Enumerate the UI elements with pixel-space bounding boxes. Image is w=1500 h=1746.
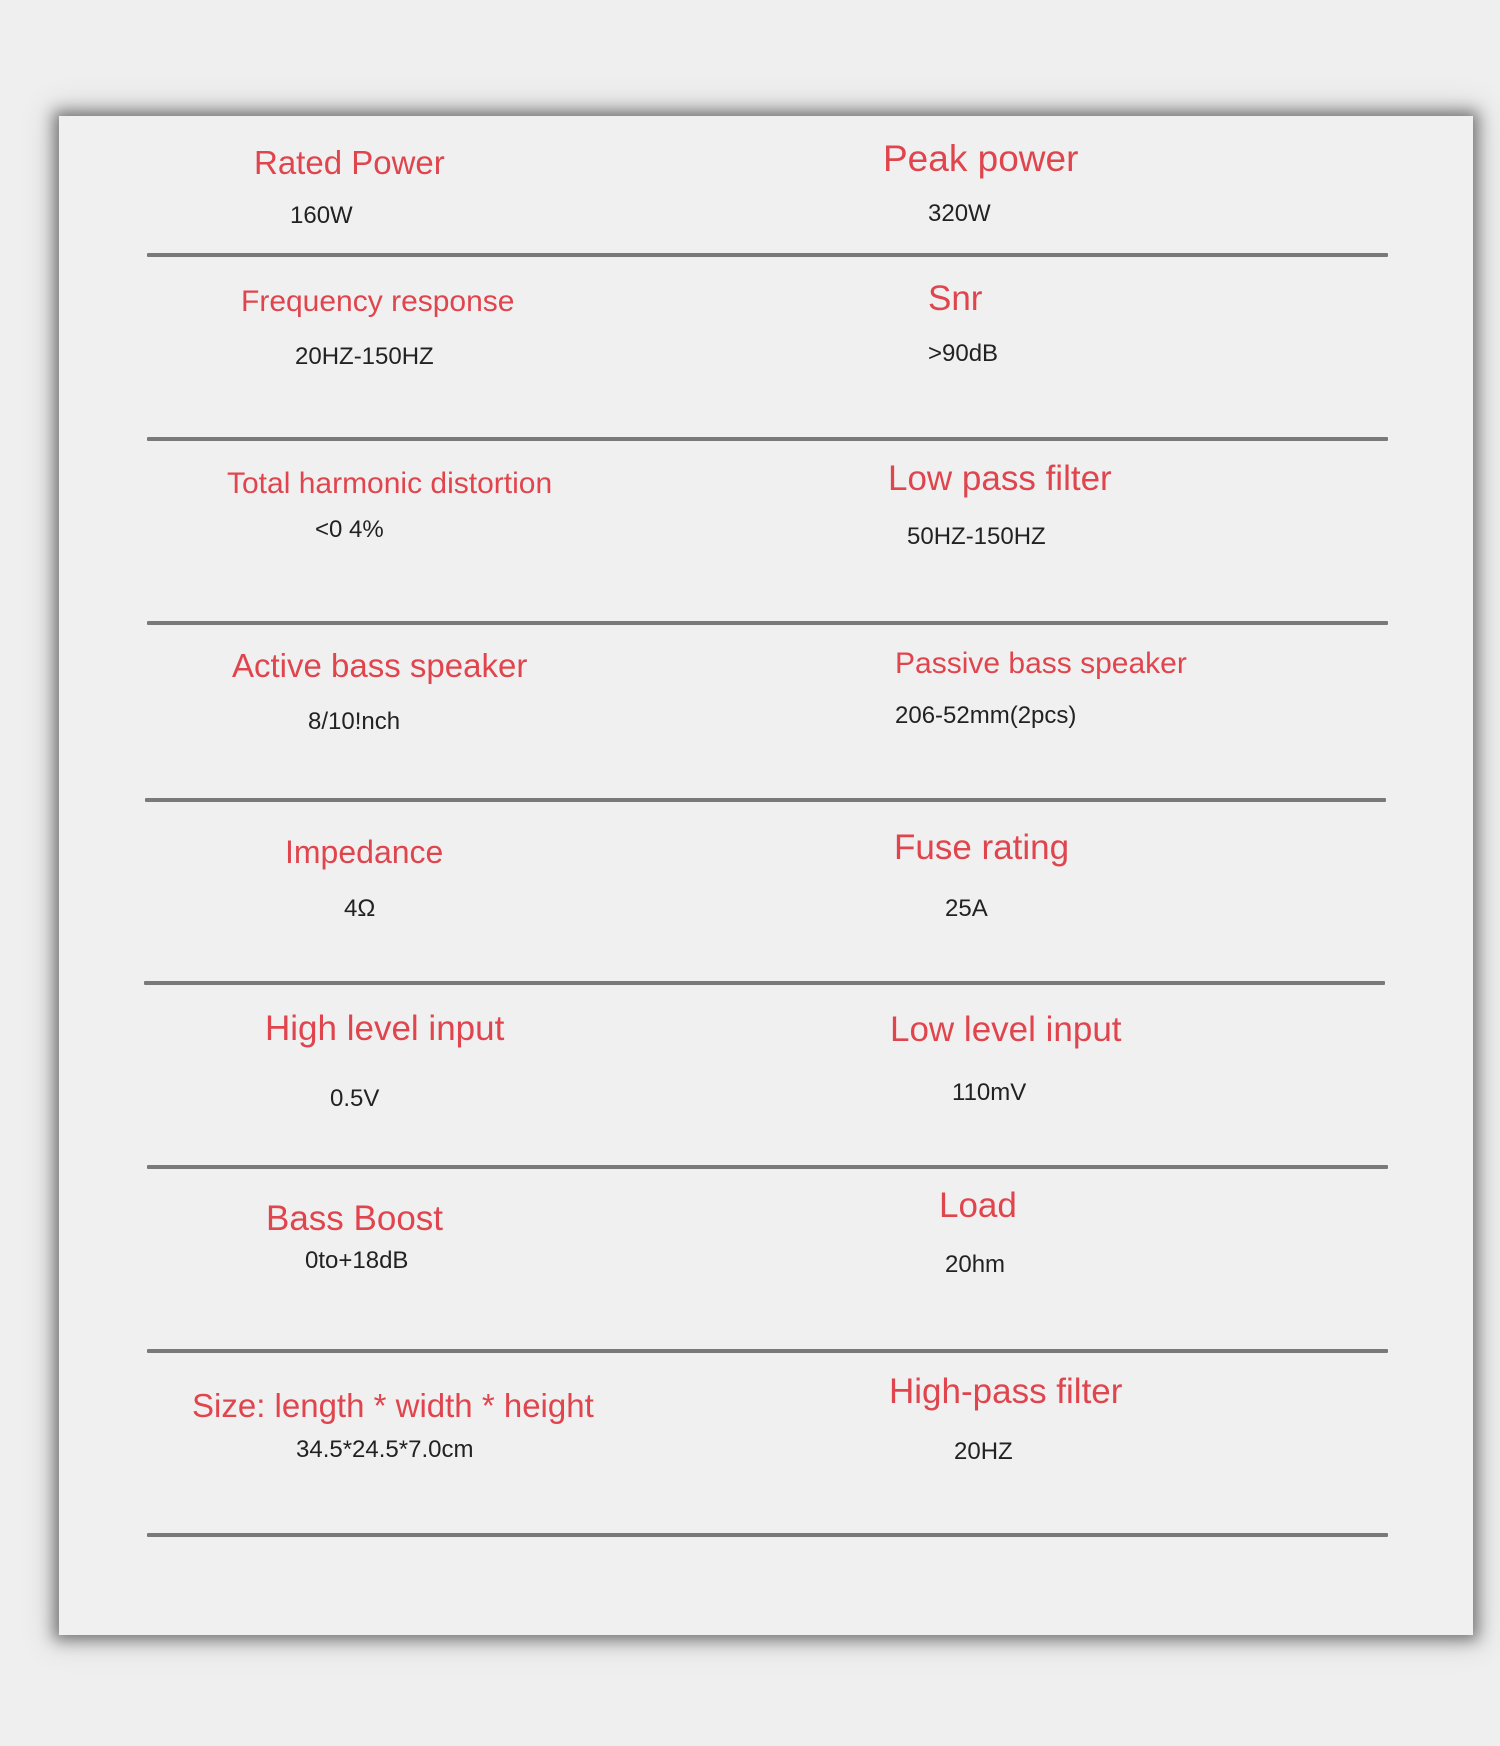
spec-value-peak-power: 320W [928, 200, 991, 227]
spec-value-rated-power: 160W [290, 202, 353, 229]
spec-value-passive-bass-speaker: 206-52mm(2pcs) [895, 702, 1077, 729]
spec-row-active-bass-speaker [59, 621, 1473, 805]
spec-value-fuse-rating: 25A [945, 895, 988, 922]
spec-value-high-pass-filter: 20HZ [954, 1438, 1013, 1465]
spec-label-active-bass-speaker: Active bass speaker [232, 647, 528, 684]
spec-row-high-level-input [59, 981, 1473, 1165]
spec-row-size [59, 1349, 1473, 1533]
spec-label-low-level-input: Low level input [890, 1010, 1122, 1049]
spec-value-bass-boost: 0to+18dB [305, 1247, 409, 1274]
spec-value-load: 20hm [945, 1251, 1006, 1278]
spec-value-impedance: 4Ω [344, 895, 376, 922]
spec-value-total-harmonic-distortion: <0 4% [315, 516, 384, 543]
spec-label-fuse-rating: Fuse rating [894, 828, 1070, 867]
spec-label-load: Load [939, 1186, 1017, 1225]
spec-row-frequency-response [59, 253, 1473, 437]
spec-value-snr: >90dB [928, 340, 999, 367]
spec-value-low-pass-filter: 50HZ-150HZ [907, 523, 1046, 550]
spec-label-total-harmonic-distortion: Total harmonic distortion [227, 467, 553, 500]
spec-value-active-bass-speaker: 8/10!nch [308, 708, 401, 735]
spec-value-high-level-input: 0.5V [330, 1085, 380, 1112]
spec-value-frequency-response: 20HZ-150HZ [295, 343, 434, 370]
spec-label-bass-boost: Bass Boost [266, 1199, 444, 1238]
spec-value-size: 34.5*24.5*7.0cm [296, 1436, 474, 1463]
spec-label-high-pass-filter: High-pass filter [889, 1372, 1123, 1411]
spec-label-peak-power: Peak power [883, 138, 1079, 179]
spec-row-bass-boost [59, 1165, 1473, 1349]
spec-label-low-pass-filter: Low pass filter [888, 459, 1112, 498]
spec-card [59, 116, 1473, 1635]
spec-label-rated-power: Rated Power [254, 144, 445, 181]
spec-label-size: Size: length * width * height [192, 1387, 594, 1424]
spec-label-frequency-response: Frequency response [241, 285, 515, 318]
spec-label-high-level-input: High level input [265, 1009, 505, 1048]
spec-row-total-harmonic-distortion [59, 437, 1473, 621]
spec-label-impedance: Impedance [285, 834, 444, 870]
spec-label-passive-bass-speaker: Passive bass speaker [895, 647, 1187, 680]
spec-divider [147, 1533, 1388, 1537]
spec-label-snr: Snr [928, 279, 983, 318]
spec-value-low-level-input: 110mV [952, 1079, 1027, 1106]
spec-row-impedance [59, 798, 1473, 982]
